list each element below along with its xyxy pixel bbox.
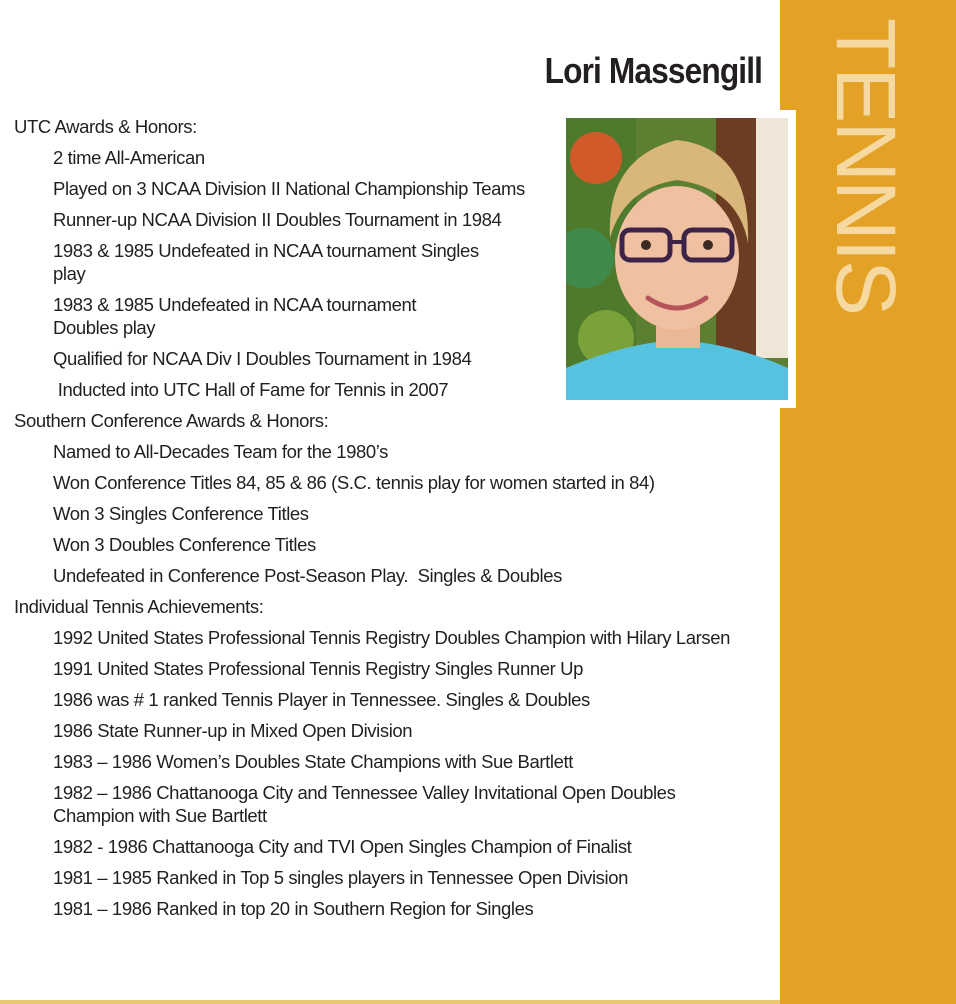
list-item: 1983 & 1985 Undefeated in NCAA tournament Singles play: [53, 240, 479, 284]
page-title: Lori Massengill: [544, 50, 762, 91]
list-item: Won 3 Doubles Conference Titles: [53, 534, 316, 555]
list-item: Played on 3 NCAA Division II National Championship Teams: [53, 178, 525, 199]
bottom-rule: [0, 1000, 780, 1004]
list-item: 1982 – 1986 Chattanooga City and Tennessee Valley Invitational Open Doubles Champion with Sue Bartlett: [53, 782, 676, 826]
section-heading-individual: Individual Tennis Achievements:: [14, 596, 264, 617]
achievements-content: [14, 115, 774, 928]
section-heading-southern-conference: Southern Conference Awards & Honors:: [14, 410, 329, 431]
sidebar-title: TENNIS: [819, 18, 913, 315]
list-item: Qualified for NCAA Div I Doubles Tournament in 1984: [53, 348, 472, 369]
list-item: Inducted into UTC Hall of Fame for Tennis in 2007: [53, 379, 449, 400]
list-item: Named to All-Decades Team for the 1980’s: [53, 441, 389, 462]
list-item: Undefeated in Conference Post-Season Play. Singles & Doubles: [53, 565, 562, 586]
list-item: 1986 was # 1 ranked Tennis Player in Tennessee. Singles & Doubles: [53, 689, 590, 710]
list-item: Won Conference Titles 84, 85 & 86 (S.C. tennis play for women started in 84): [53, 472, 655, 493]
list-item: 1981 – 1985 Ranked in Top 5 singles players in Tennessee Open Division: [53, 867, 629, 888]
list-item: 1982 - 1986 Chattanooga City and TVI Open Singles Champion of Finalist: [53, 836, 632, 857]
list-item: 1983 & 1985 Undefeated in NCAA tournament Doubles play: [53, 294, 417, 338]
list-item: 1983 – 1986 Women’s Doubles State Champions with Sue Bartlett: [53, 751, 573, 772]
list-item: 2 time All-American: [53, 147, 205, 168]
list-item: Runner-up NCAA Division II Doubles Tournament in 1984: [53, 209, 502, 230]
list-item: 1992 United States Professional Tennis Registry Doubles Champion with Hilary Larsen: [53, 627, 731, 648]
section-heading-utc: UTC Awards & Honors:: [14, 116, 197, 137]
list-item: 1991 United States Professional Tennis Registry Singles Runner Up: [53, 658, 583, 679]
list-item: 1981 – 1986 Ranked in top 20 in Southern Region for Singles: [53, 898, 534, 919]
list-item: Won 3 Singles Conference Titles: [53, 503, 309, 524]
list-item: 1986 State Runner-up in Mixed Open Division: [53, 720, 413, 741]
